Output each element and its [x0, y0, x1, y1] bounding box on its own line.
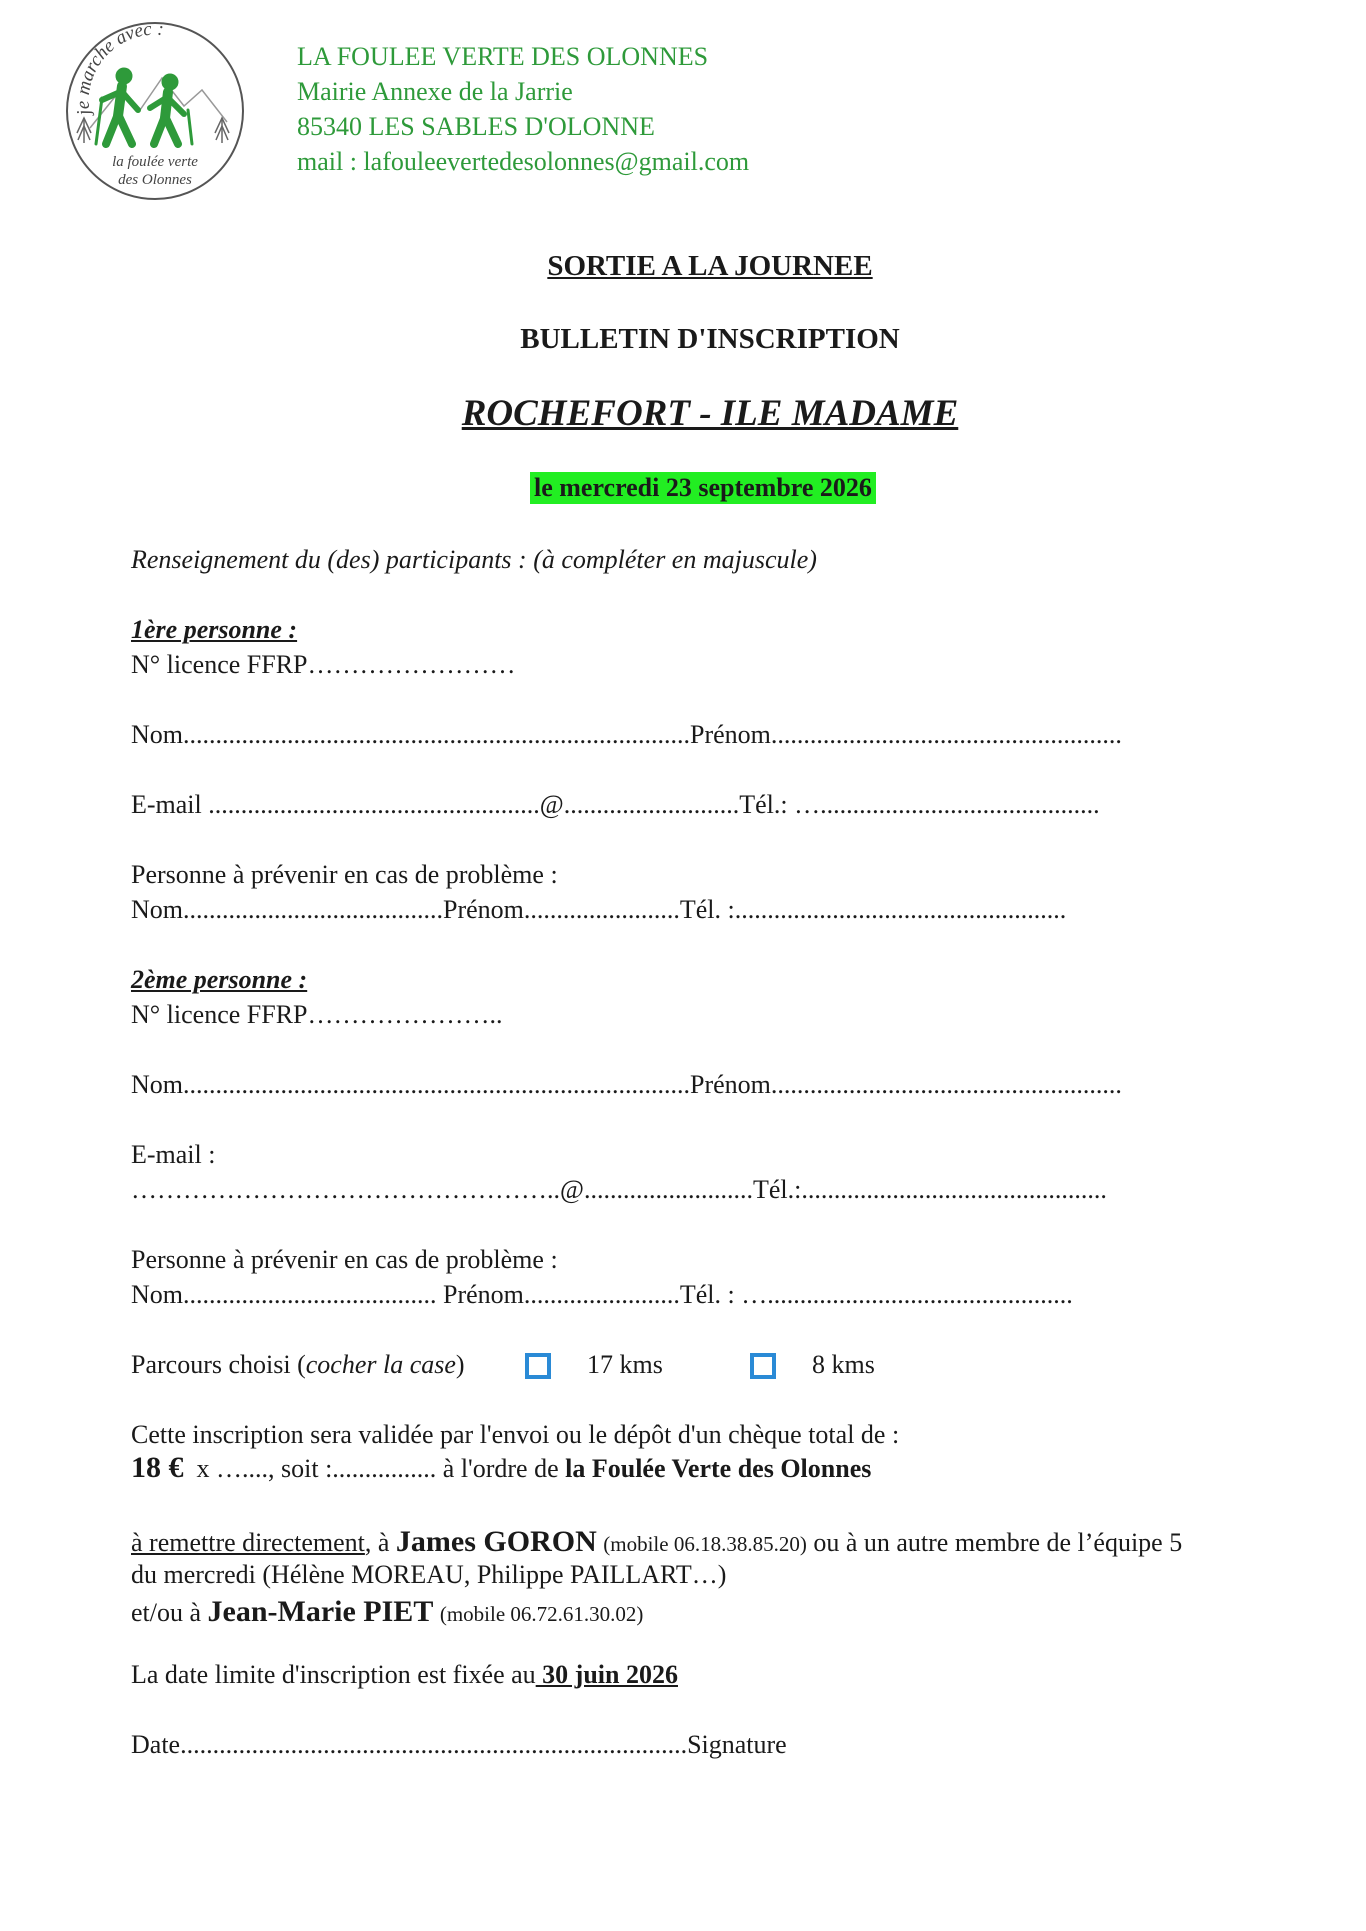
contact-person-1: James GORON: [395, 1525, 597, 1558]
intro-text: Renseignement du (des) participants : (à compléter en majuscule): [131, 545, 817, 574]
org-name: LA FOULEE VERTE DES OLONNES: [297, 42, 709, 71]
deadline: La date limite d'inscription est fixée au 30 juin 2026: [131, 1660, 678, 1689]
option-8km-label: 8 kms: [812, 1350, 875, 1379]
payment-calc[interactable]: x …...., soit :................ à l'ordre de: [196, 1454, 566, 1483]
person1-name-field[interactable]: Nom..............................................................................Prénom......................................................: [131, 720, 1122, 749]
club-logo: [62, 18, 248, 204]
person2-licence-field[interactable]: N° licence FFRP…………………..: [131, 1000, 503, 1029]
payment-line: [131, 1451, 871, 1485]
person2-heading: 2ème personne :: [131, 965, 308, 994]
org-address-1: Mairie Annexe de la Jarrie: [297, 77, 573, 106]
org-address-2: 85340 LES SABLES D'OLONNE: [297, 112, 655, 141]
logo-bottom-text-1: la foulée verte: [112, 154, 198, 170]
logo-top-text: je marche avec :: [72, 18, 165, 117]
person2-name-field[interactable]: Nom..............................................................................Prénom......................................................: [131, 1070, 1122, 1099]
person2-email-label: E-mail :: [131, 1140, 216, 1169]
option-17km-label: 17 kms: [587, 1350, 663, 1379]
mobile-1: (mobile 06.18.38.85.20): [603, 1532, 807, 1556]
person2-contact-label: Personne à prévenir en cas de problème :: [131, 1245, 558, 1274]
person1-licence-field[interactable]: N° licence FFRP……………………: [131, 650, 516, 679]
title-destination: ROCHEFORT - ILE MADAME: [461, 393, 959, 434]
payee: la Foulée Verte des Olonnes: [565, 1454, 872, 1483]
remit-line-2: du mercredi (Hélène MOREAU, Philippe PAILLART…): [131, 1560, 727, 1589]
title-sortie: SORTIE A LA JOURNEE: [547, 250, 873, 282]
person1-heading: 1ère personne :: [131, 615, 298, 644]
payment-text: Cette inscription sera validée par l'envoi ou le dépôt d'un chèque total de :: [131, 1420, 900, 1449]
checkbox-8km[interactable]: [750, 1353, 776, 1379]
remit-line-3: et/ou à Jean-Marie PIET (mobile 06.72.61.30.02): [131, 1595, 644, 1628]
contact-person-2: Jean-Marie PIET: [207, 1595, 434, 1628]
event-date: le mercredi 23 septembre 2026: [530, 472, 876, 504]
person1-email-field[interactable]: E-mail ...................................................@...........................Tél.: …...........................................: [131, 790, 1100, 819]
price: 18 €: [131, 1451, 184, 1484]
person2-email-field[interactable]: …………………………………………..@..........................Tél.:...............................................: [131, 1175, 1107, 1204]
remit-line-1: à remettre directement, à James GORON (mobile 06.18.38.85.20) ou à un autre membre de l’équipe 5: [131, 1525, 1183, 1558]
date-signature-field[interactable]: Date..............................................................................Signature: [131, 1730, 787, 1759]
person2-contact-field[interactable]: Nom....................................... Prénom........................Tél. : …...............................................: [131, 1280, 1073, 1309]
deadline-date: 30 juin 2026: [535, 1660, 678, 1689]
checkbox-17km[interactable]: [525, 1353, 551, 1379]
parcours-label: Parcours choisi (cocher la case): [131, 1350, 465, 1379]
person1-contact-label: Personne à prévenir en cas de problème :: [131, 860, 558, 889]
org-mail: mail : lafouleevertedesolonnes@gmail.com: [297, 147, 750, 176]
title-bulletin: BULLETIN D'INSCRIPTION: [520, 323, 900, 355]
mobile-2: (mobile 06.72.61.30.02): [439, 1602, 644, 1626]
logo-bottom-text-2: des Olonnes: [118, 172, 192, 188]
person1-contact-field[interactable]: Nom........................................Prénom........................Tél. :...................................................: [131, 895, 1067, 924]
